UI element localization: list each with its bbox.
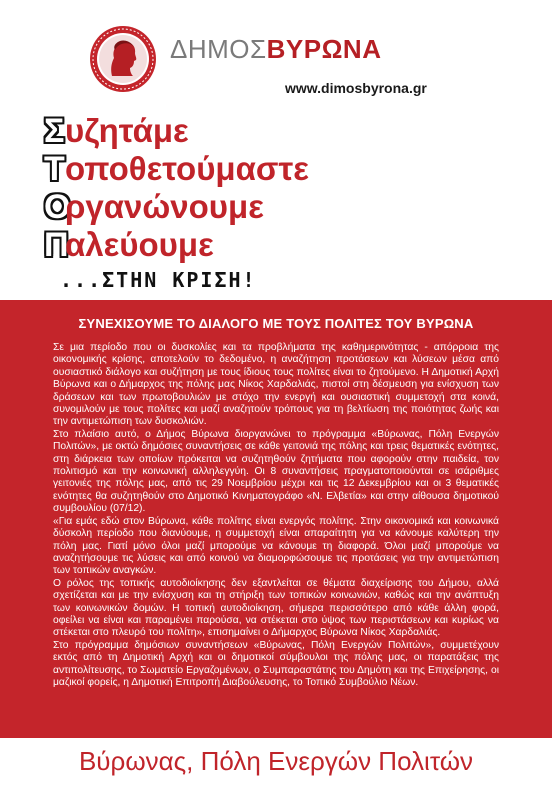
paragraph: Στο πρόγραμμα δημόσιων συναντήσεων «Βύρωνας, Πόλη Ενεργών Πολιτών», συμμετέχουν εκτός από τη Δημοτική Αρχή και οι δημοτικοί σύμβουλοι της πόλης μας, οι παρατάξεις της αντιπολίτευσης, το Σωματείο Εργαζομένων, ο Συμπαραστάτης του Δημότη και της Επιχείρησης, οι μαζικοί φορείς, η Δημοτική Επιτροπή Διαβούλευσης, το Τοπικό Συμβούλιο Νέων. bbox=[53, 639, 499, 688]
paragraph: «Για εμάς εδώ στον Βύρωνα, κάθε πολίτης είναι ενεργός πολίτης. Στην οικονομικά και κοινωνικά δύσκολη περίοδο που διανύουμε, η συμμετοχή είναι απαραίτητη για να κάνουμε καλύτερη την πόλη μας. Γιατί μόνο όλοι μαζί μπορούμε να κάνουμε τη διαφορά. Όλοι μαζί μπορούμε να αναζητήσουμε τις λύσεις και από κοινού να διαμορφώσουμε τις προτάσεις για την αντιμετώπιση των τοπικών αναγκών. bbox=[53, 515, 499, 577]
brand-bold: ΒΥΡΩΝΑ bbox=[266, 34, 382, 64]
title-initial: Π bbox=[44, 226, 69, 264]
title-line bbox=[44, 112, 484, 150]
title-initial: Τ bbox=[44, 150, 65, 188]
title-word: υζητάμε bbox=[65, 112, 189, 149]
title-line bbox=[44, 150, 484, 188]
title-word: ργανώνουμε bbox=[65, 188, 264, 225]
title-initial: Σ bbox=[44, 112, 65, 150]
footer-slogan: Βύρωνας, Πόλη Ενεργών Πολιτών bbox=[78, 746, 474, 776]
title-word: αλεύουμε bbox=[65, 226, 214, 263]
body-text bbox=[53, 342, 499, 689]
paragraph: Στο πλαίσιο αυτό, ο Δήμος Βύρωνα διοργανώνει το πρόγραμμα «Βύρωνας, Πόλη Ενεργών Πολιτών», με οκτώ δημόσιες συναντήσεις σε κάθε γειτονιά της πόλης και τρεις θεματικές ενότητες, στη διάρκεια των οποίων πρόκειται να συζητηθούν ζητήματα που αφορούν στην παιδεία, τον πολιτισμό και την κοινωνική αλληλεγγύη. Οι 8 συναντήσεις πραγματοποιούνται σε ισάριθμες γειτονιές της πόλης μας, από τις 29 Νοεμβρίου μέχρι και τις 12 Δεκεμβρίου και οι 3 θεματικές ενότητες θα συζητηθούν στο Δημοτικό Κινηματογράφο «Ν. Ελβετία» και στην αίθουσα δημοτικού συμβουλίου (07/12). bbox=[53, 428, 499, 515]
tagline: ...ΣΤΗΝ ΚΡΙΣΗ! bbox=[60, 268, 257, 292]
title-line bbox=[44, 188, 484, 226]
title-block bbox=[44, 112, 484, 264]
title-word: οποθετούμαστε bbox=[65, 150, 309, 187]
brand-wordmark bbox=[170, 36, 381, 62]
title-line bbox=[44, 226, 484, 264]
paragraph: Σε μια περίοδο που οι δυσκολίες και τα προβλήματα της καθημερινότητας - απόρροια της οικονομικής κρίσης, αποτελούν το δεδομένο, η αναζήτηση προτάσεων και λύσεων μέσα από ουσιαστικό διάλογο και συζήτηση με τους ίδιους τους πολίτες είναι το ζητούμενο. Η Δημοτική Αρχή Βύρωνα και ο Δήμαρχος της πόλης μας Νίκος Χαρδαλιάς, πιστοί στη δέσμευση για ενίσχυση των δράσεων και των πρωτοβουλιών με στόχο την ενεργή και ουσιαστική συμμετοχή στα κοινά, συνομιλούν με τους πολίτες και μαζί αναζητούν τρόπους για τη βελτίωση της ποιότητας ζωής και την αντιμετώπιση των δυσκολιών. bbox=[53, 342, 499, 428]
section-title: ΣΥΝΕΧΙΣΟΥΜΕ ΤΟ ΔΙΑΛΟΓΟ ΜΕ ΤΟΥΣ ΠΟΛΙΤΕΣ ΤΟΥ ΒΥΡΩΝΑ bbox=[78, 316, 474, 331]
brand-light: ΔΗΜΟΣ bbox=[170, 34, 267, 64]
website-url[interactable]: www.dimosbyrona.gr bbox=[285, 80, 427, 96]
municipality-logo bbox=[88, 24, 158, 94]
paragraph: Ο ρόλος της τοπικής αυτοδιοίκησης δεν εξαντλείται σε θέματα διαχείρισης του Δήμου, αλλά σχετίζεται και με την ενίσχυση και τη στήριξη των τοπικών κοινωνιών, καθώς και την ανάπτυξη των κοινωνικών δομών. Η τοπική αυτοδιοίκηση, σήμερα περισσότερο από κάθε άλλη φορά, οφείλει να είναι και παραμένει παρούσα, να στέκεται στο ύψος των περιστάσεων και κυρίως να στέκεται στο πλευρό του πολίτη», επισημαίνει ο Δήμαρχος Βύρωνα Νίκος Χαρδαλιάς. bbox=[53, 577, 499, 639]
title-initial: Ο bbox=[44, 188, 71, 226]
